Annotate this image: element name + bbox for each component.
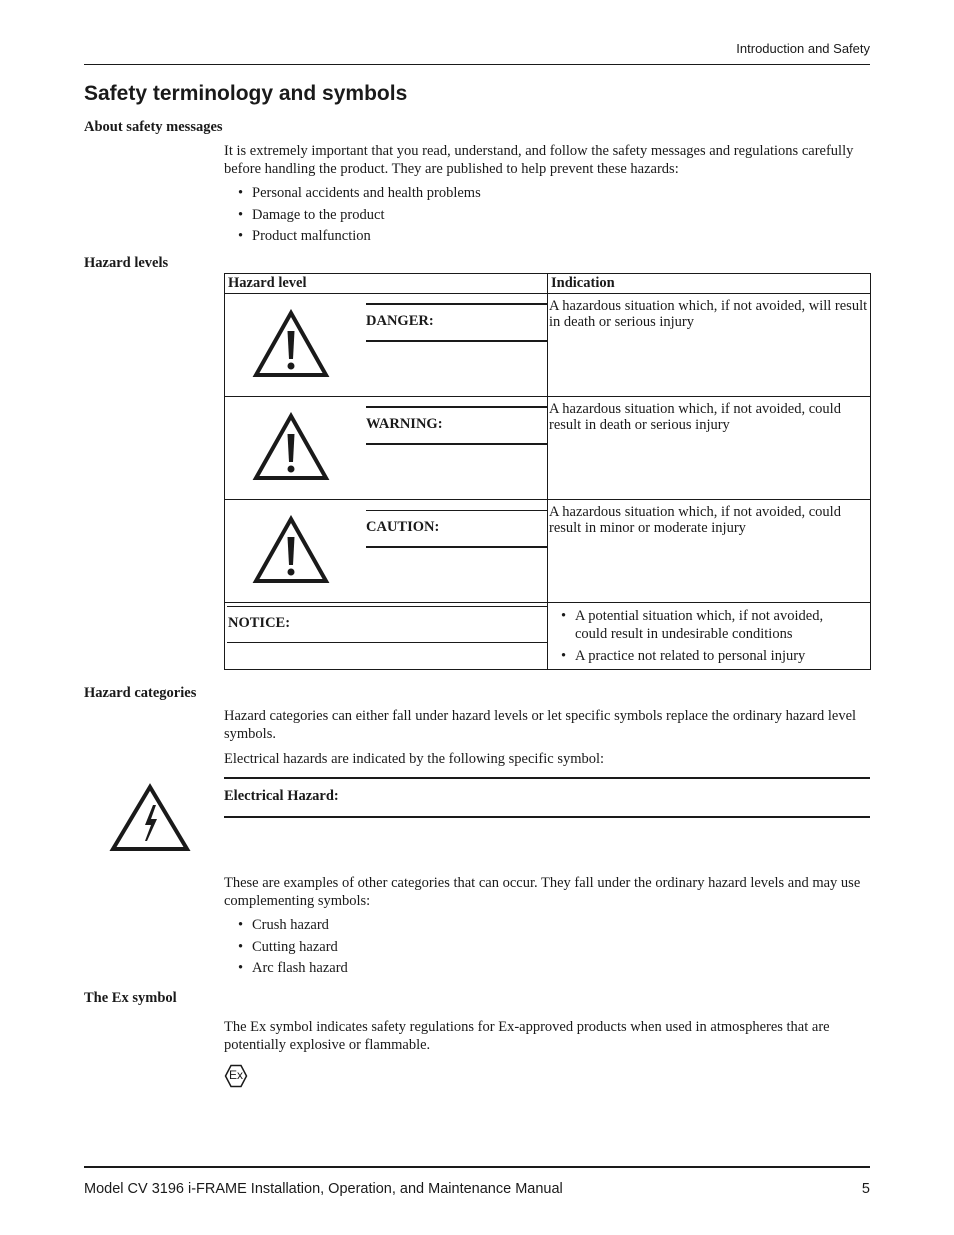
ex-symbol-icon — [224, 1064, 248, 1088]
hazard-levels-table — [224, 273, 871, 670]
indication-cell — [547, 293, 871, 397]
electrical-intro-paragraph: Electrical hazards are indicated by the following specific symbol: — [224, 751, 605, 767]
signal-word-warning: WARNING: — [366, 416, 443, 432]
indication-cell — [547, 499, 871, 603]
warning-triangle-icon — [252, 412, 330, 482]
list-item: • Crush hazard — [224, 916, 524, 938]
footer-manual-title: Model CV 3196 i-FRAME Installation, Operation, and Maintenance Manual — [84, 1181, 563, 1197]
header-rule — [84, 64, 870, 65]
indication-cell — [547, 396, 871, 500]
table-header-cell — [547, 273, 871, 294]
list-item: • Personal accidents and health problems — [224, 184, 824, 206]
list-item: • Product malfunction — [224, 227, 824, 249]
rule — [366, 510, 548, 511]
other-categories-paragraph: These are examples of other categories that can occur. They fall under the ordinary hazard levels and may use complementing symbols: — [224, 875, 861, 909]
indication-caution: A hazardous situation which, if not avoided, could result in minor or moderate injury — [549, 504, 841, 536]
signal-word-notice: NOTICE: — [228, 615, 291, 631]
ex-symbol-text: Ex — [228, 1068, 243, 1082]
indication-danger: A hazardous situation which, if not avoided, will result in death or serious injury — [549, 298, 868, 330]
category-bullet-list — [224, 916, 524, 981]
rule — [227, 642, 547, 643]
footer-rule — [84, 1166, 870, 1168]
running-header: Introduction and Safety — [736, 41, 870, 56]
rule — [366, 443, 548, 445]
signal-word-caution: CAUTION: — [366, 519, 440, 535]
indication-cell — [547, 602, 871, 670]
hazard-bullet-list — [224, 184, 824, 249]
notice-bullet-list — [548, 607, 848, 665]
rule — [366, 406, 548, 408]
warning-triangle-icon — [252, 515, 330, 585]
page-title: Safety terminology and symbols — [84, 82, 408, 105]
list-item: • Arc flash hazard — [224, 959, 524, 981]
about-safety-paragraph: It is extremely important that you read, understand, and follow the safety messages and regulations carefully before handling the product. They are published to help prevent these hazards: — [224, 143, 854, 177]
table-row-caution — [224, 499, 548, 603]
list-item: • Cutting hazard — [224, 938, 524, 960]
signal-word-danger: DANGER: — [366, 313, 434, 329]
list-item: • A practice not related to personal injury — [548, 647, 848, 665]
hazard-categories-heading: Hazard categories — [84, 685, 197, 701]
indication-warning: A hazardous situation which, if not avoided, could result in death or serious injury — [549, 401, 841, 433]
col-hazard-level: Hazard level — [228, 275, 307, 291]
ex-symbol-paragraph: The Ex symbol indicates safety regulations for Ex-approved products when used in atmospheres that are potentially explosive or flammable. — [224, 1019, 830, 1053]
warning-triangle-icon — [252, 309, 330, 379]
rule — [366, 340, 548, 342]
table-header-cell — [224, 273, 548, 294]
table-row-danger — [224, 293, 548, 397]
list-item: • Damage to the product — [224, 206, 824, 228]
rule — [227, 606, 547, 607]
categories-paragraph: Hazard categories can either fall under hazard levels or let specific symbols replace the ordinary hazard level symbols. — [224, 708, 857, 742]
electrical-hazard-icon — [109, 783, 191, 853]
list-item: • A potential situation which, if not avoided, could result in undesirable conditions — [548, 607, 848, 643]
ex-symbol-heading: The Ex symbol — [84, 990, 177, 1006]
electrical-hazard-label: Electrical Hazard: — [224, 788, 339, 804]
rule — [224, 777, 870, 779]
col-indication: Indication — [551, 275, 615, 291]
page-number: 5 — [861, 1181, 870, 1197]
rule — [366, 303, 548, 305]
table-row-notice — [224, 602, 548, 670]
rule — [366, 546, 548, 548]
about-safety-heading: About safety messages — [84, 119, 223, 135]
rule — [224, 816, 870, 818]
hazard-levels-heading: Hazard levels — [84, 255, 169, 271]
table-row-warning — [224, 396, 548, 500]
